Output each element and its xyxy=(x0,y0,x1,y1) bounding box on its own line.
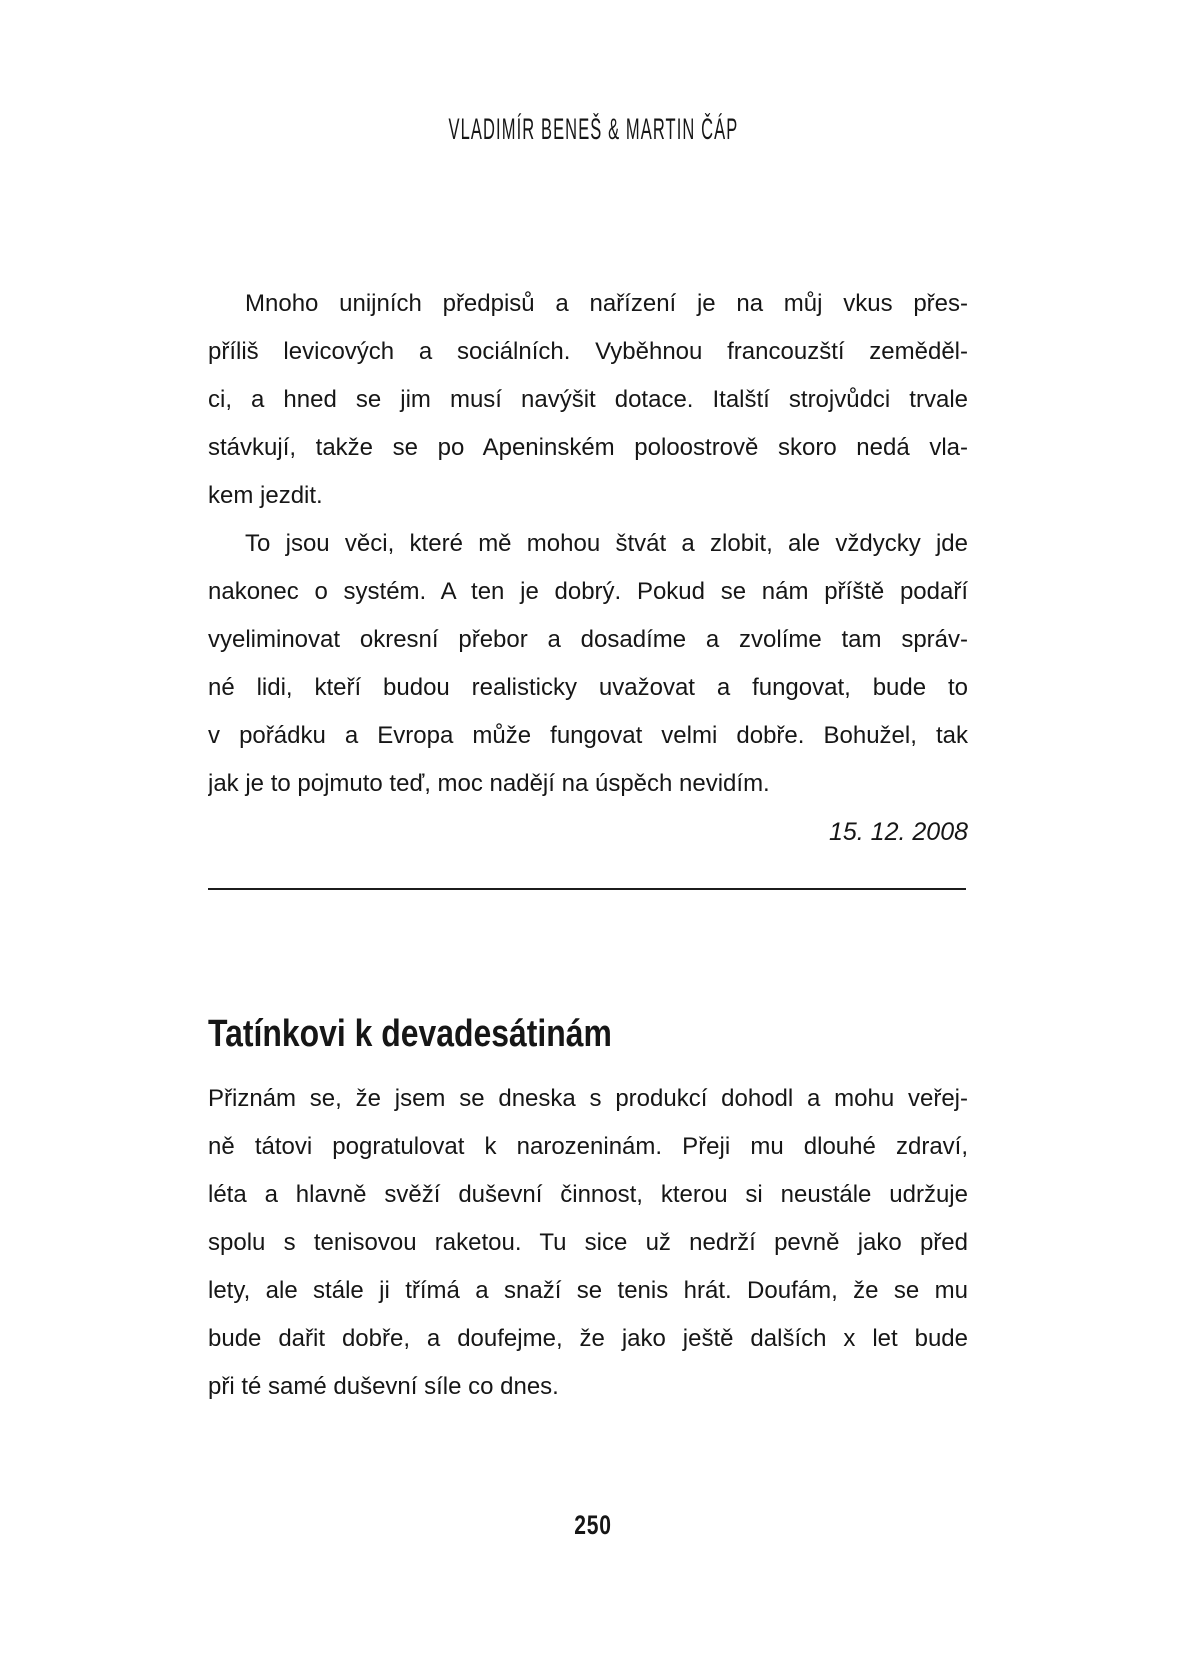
text-line: léta a hlavně svěží duševní činnost, kterou si neustále udržuje xyxy=(208,1181,968,1208)
diary-entry xyxy=(208,280,968,856)
page-number xyxy=(0,1510,1186,1541)
text-line: při té samé duševní síle co dnes. xyxy=(208,1373,559,1400)
entry-date: 15. 12. 2008 xyxy=(828,818,968,846)
text-line: kem jezdit. xyxy=(208,482,323,509)
text-line: v pořádku a Evropa může fungovat velmi dobře. Bohužel, tak xyxy=(208,722,968,749)
section-body xyxy=(208,1075,968,1411)
text-line: ně tátovi pogratulovat k narozeninám. Přeji mu dlouhé zdraví, xyxy=(208,1133,968,1160)
text-line: lety, ale stále ji třímá a snaží se tenis hrát. Doufám, že se mu xyxy=(208,1277,968,1304)
text-line: ci, a hned se jim musí navýšit dotace. Italští strojvůdci trvale xyxy=(208,386,968,413)
text-line: vyeliminovat okresní přebor a dosadíme a zvolíme tam správ- xyxy=(208,626,968,653)
author-header xyxy=(0,113,1186,147)
paragraph xyxy=(208,1075,968,1411)
text-line: né lidi, kteří budou realisticky uvažovat a fungovat, bude to xyxy=(208,674,968,701)
section-divider xyxy=(208,888,966,890)
author-header-text: VLADIMÍR BENEŠ & MARTIN ČÁP xyxy=(448,113,738,146)
section-heading: Tatínkovi k devadesátinám xyxy=(208,1013,612,1055)
text-line: Přiznám se, že jsem se dneska s produkcí dohodl a mohu veřej- xyxy=(208,1085,968,1112)
text-line: Mnoho unijních předpisů a nařízení je na můj vkus přes- xyxy=(245,290,968,317)
page-number-text: 250 xyxy=(574,1510,612,1540)
text-line: To jsou věci, které mě mohou štvát a zlobit, ale vždycky jde xyxy=(245,530,968,557)
text-line: stávkují, takže se po Apeninském poloostrově skoro nedá vla- xyxy=(208,434,968,461)
text-line: příliš levicových a sociálních. Vyběhnou francouzští zeměděl- xyxy=(208,338,968,365)
text-line: spolu s tenisovou raketou. Tu sice už nedrží pevně jako před xyxy=(208,1229,968,1256)
text-line: nakonec o systém. A ten je dobrý. Pokud se nám příště podaří xyxy=(208,578,968,605)
text-line: bude dařit dobře, a doufejme, že jako ještě dalších x let bude xyxy=(208,1325,968,1352)
paragraph xyxy=(208,280,968,520)
paragraph xyxy=(208,520,968,808)
text-line: jak je to pojmuto teď, moc nadějí na úspěch nevidím. xyxy=(208,770,770,797)
